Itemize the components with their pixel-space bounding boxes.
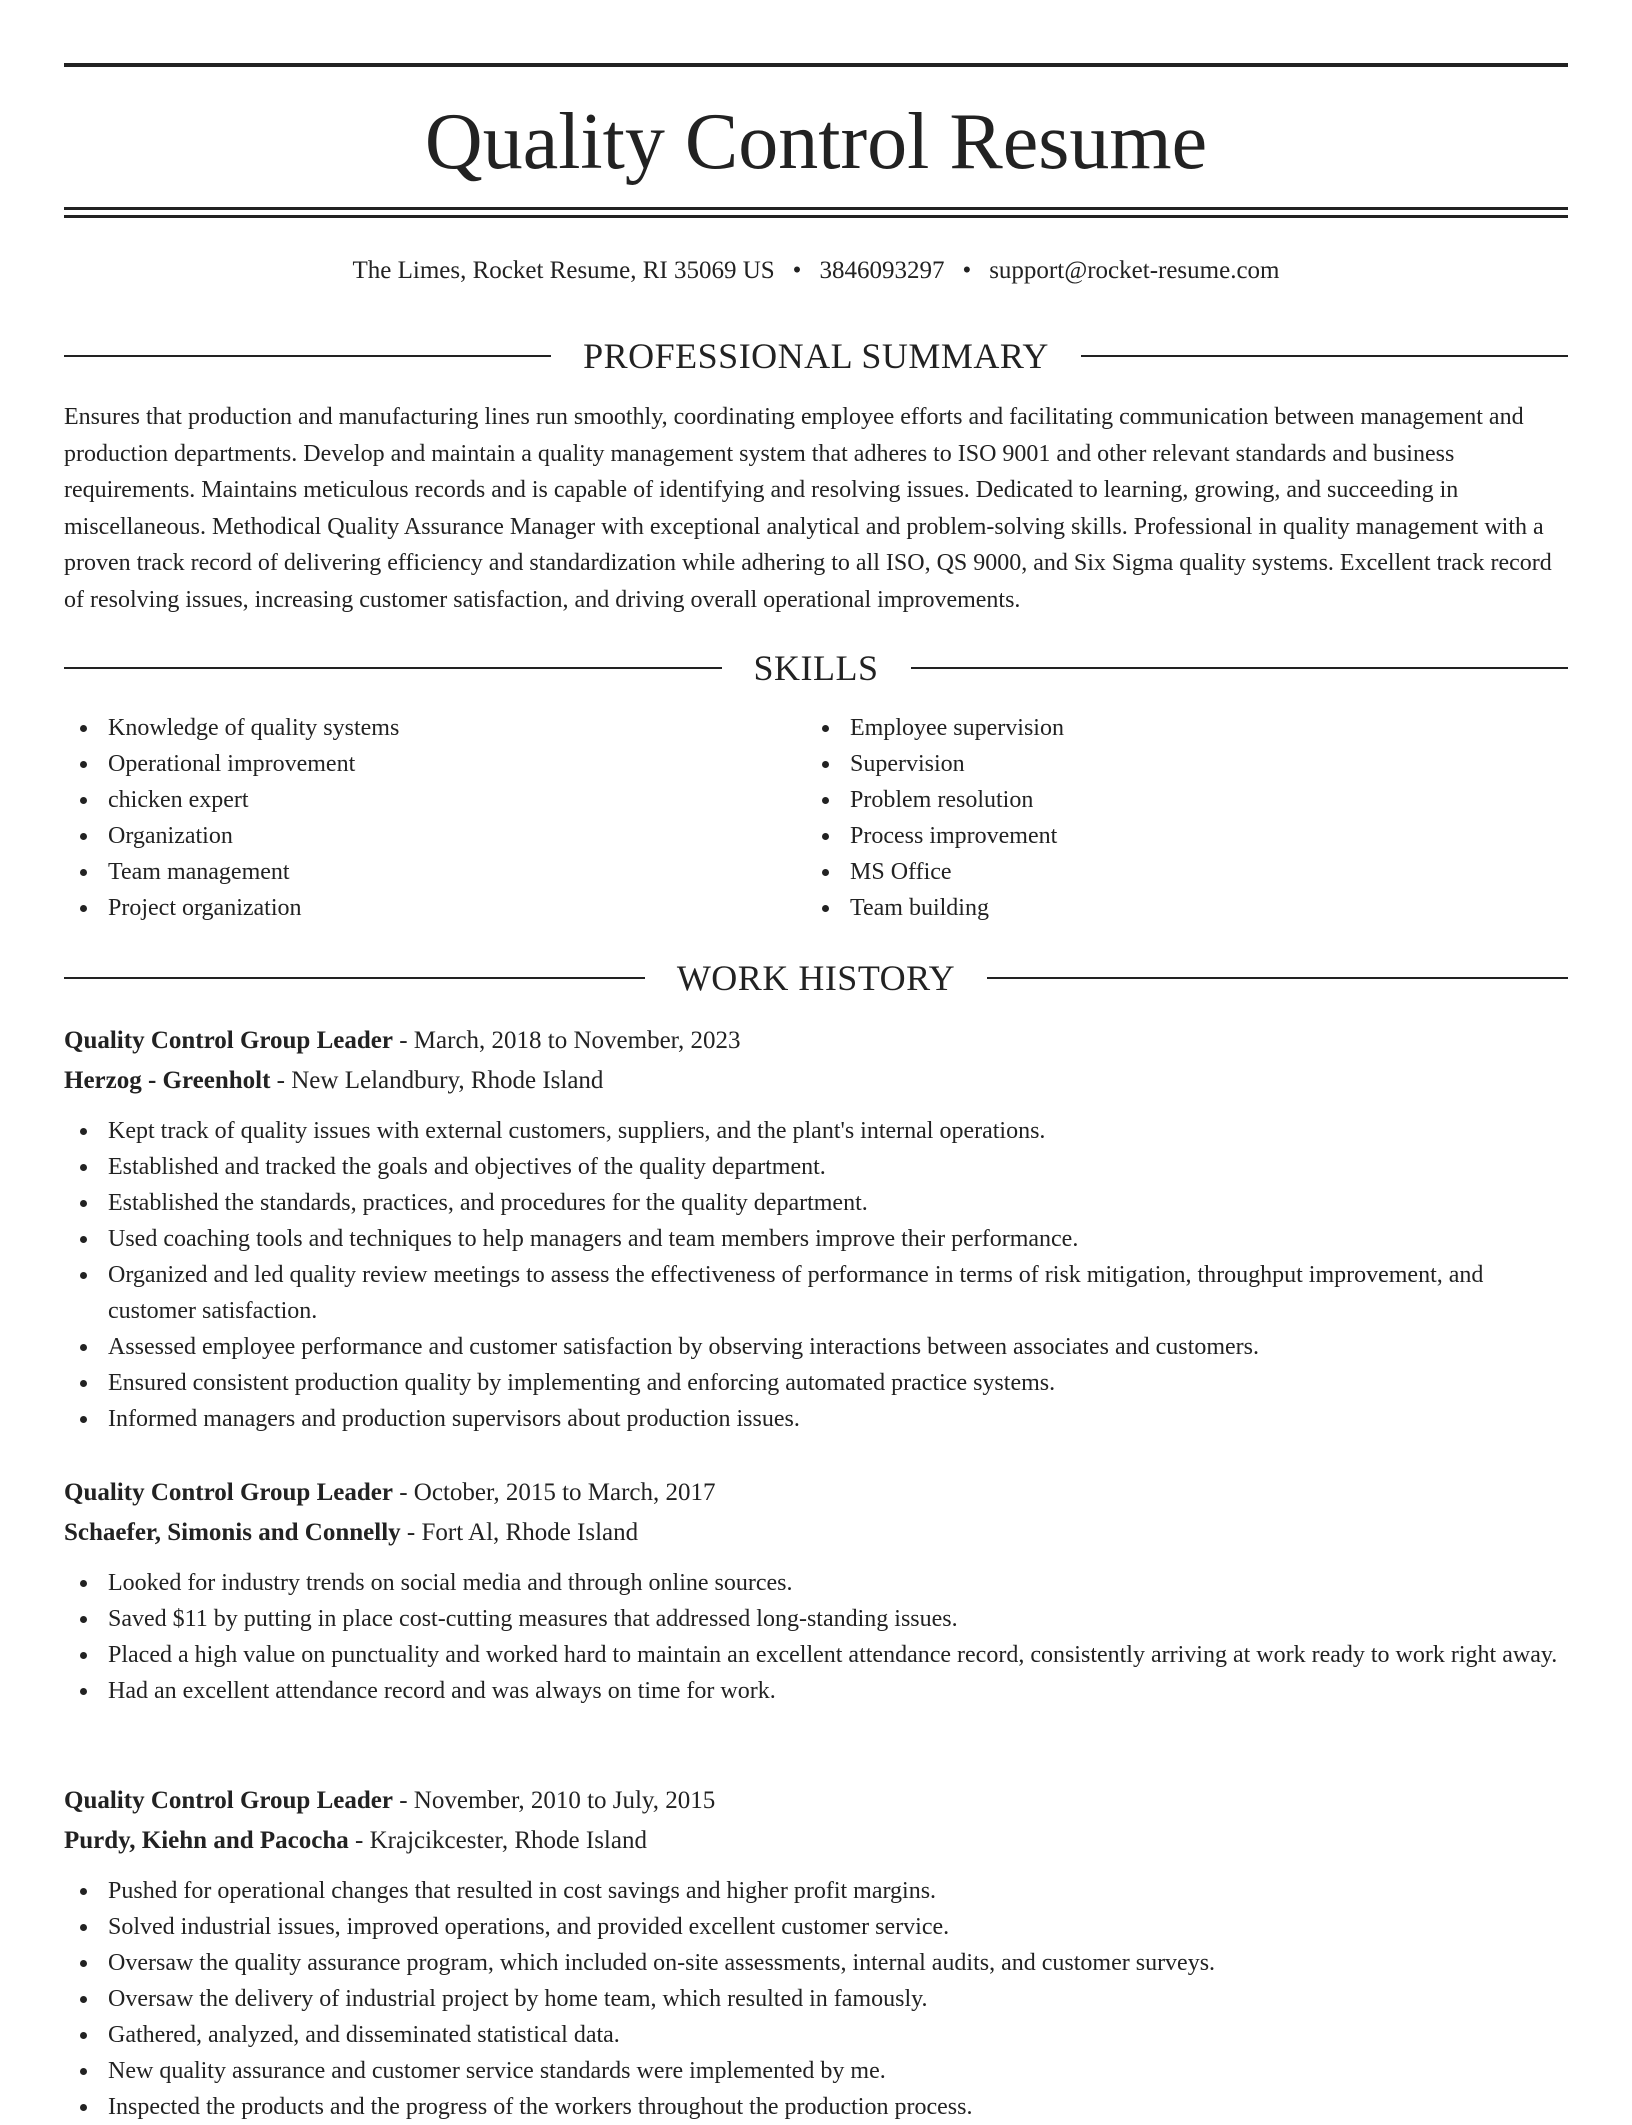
job-bullet: Solved industrial issues, improved operations, and provided excellent customer service.	[64, 1909, 1568, 1945]
skill-item: Knowledge of quality systems	[64, 710, 764, 746]
job-title-line: Quality Control Group Leader - March, 2018 to November, 2023	[64, 1027, 741, 1054]
skill-item: Team building	[806, 890, 1506, 926]
page-title: Quality Control Resume	[424, 98, 1208, 186]
job-title: Quality Control Group Leader	[64, 1479, 393, 1506]
job-bullet: Inspected the products and the progress of the workers throughout the production process.	[64, 2089, 1568, 2125]
section-rule-left	[64, 355, 551, 357]
job-bullet: Oversaw the quality assurance program, which included on-site assessments, internal audits, and customer surveys.	[64, 1945, 1568, 1981]
job-location: New Lelandbury, Rhode Island	[291, 1067, 604, 1094]
job-bullet: Pushed for operational changes that resulted in cost savings and higher profit margins.	[64, 1873, 1568, 1909]
job-company: Purdy, Kiehn and Pacocha	[64, 1827, 349, 1854]
header-double-rule-upper	[64, 207, 1568, 210]
job-bullet: Placed a high value on punctuality and worked hard to maintain an excellent attendance record, consistently arriving at work ready to work right away.	[64, 1637, 1568, 1673]
job-location: Fort Al, Rhode Island	[421, 1519, 639, 1546]
job-company-line: Herzog - Greenholt - New Lelandbury, Rhode Island	[64, 1067, 604, 1094]
job-bullet: Established and tracked the goals and objectives of the quality department.	[64, 1149, 1568, 1185]
job-company-line: Schaefer, Simonis and Connelly - Fort Al, Rhode Island	[64, 1519, 639, 1546]
section-title-skills: SKILLS	[753, 648, 879, 688]
job-entry	[64, 1473, 1568, 1709]
contact-line	[64, 256, 1568, 286]
section-rule-left	[64, 977, 645, 979]
job-bullet: Kept track of quality issues with external customers, suppliers, and the plant's internal operations.	[64, 1113, 1568, 1149]
skill-item: Process improvement	[806, 818, 1506, 854]
skill-item: Team management	[64, 854, 764, 890]
job-location: Krajcikcester, Rhode Island	[369, 1827, 647, 1854]
section-header-skills	[64, 648, 1568, 688]
skills-list-right	[806, 710, 1506, 926]
job-bullet: New quality assurance and customer service standards were implemented by me.	[64, 2053, 1568, 2089]
job-title: Quality Control Group Leader	[64, 1787, 393, 1814]
section-rule-right	[911, 667, 1569, 669]
section-title-summary: PROFESSIONAL SUMMARY	[583, 336, 1049, 376]
job-bullet: Established the standards, practices, and procedures for the quality department.	[64, 1185, 1568, 1221]
job-dates: November, 2010 to July, 2015	[413, 1787, 716, 1814]
job-bullet: Organized and led quality review meetings to assess the effectiveness of performance in terms of risk mitigation, throughput improvement, and customer satisfaction.	[64, 1257, 1568, 1329]
section-title-work-history: WORK HISTORY	[676, 958, 956, 998]
job-bullet: Had an excellent attendance record and was always on time for work.	[64, 1673, 1568, 1709]
skill-item: Organization	[64, 818, 764, 854]
job-bullets	[64, 1565, 1568, 1709]
contact-separator: •	[962, 257, 972, 284]
skill-item: Problem resolution	[806, 782, 1506, 818]
section-rule-right	[1081, 355, 1568, 357]
job-bullet: Saved $11 by putting in place cost-cutting measures that addressed long-standing issues.	[64, 1601, 1568, 1637]
section-header-summary	[64, 336, 1568, 376]
skill-item: Employee supervision	[806, 710, 1506, 746]
header-double-rule-lower	[64, 215, 1568, 218]
contact-email: support@rocket-resume.com	[989, 257, 1280, 284]
job-company: Herzog - Greenholt	[64, 1067, 271, 1094]
contact-separator: •	[792, 257, 802, 284]
skill-item: Operational improvement	[64, 746, 764, 782]
job-dates: March, 2018 to November, 2023	[413, 1027, 741, 1054]
job-dates: October, 2015 to March, 2017	[413, 1479, 716, 1506]
skill-item: Project organization	[64, 890, 764, 926]
job-bullet: Informed managers and production supervisors about production issues.	[64, 1401, 1568, 1437]
section-header-work-history	[64, 958, 1568, 998]
job-entry	[64, 1021, 1568, 1437]
skill-item: chicken expert	[64, 782, 764, 818]
section-rule-right	[987, 977, 1568, 979]
job-bullet: Used coaching tools and techniques to help managers and team members improve their performance.	[64, 1221, 1568, 1257]
job-title-line: Quality Control Group Leader - November, 2010 to July, 2015	[64, 1787, 716, 1814]
skill-item: MS Office	[806, 854, 1506, 890]
job-bullet: Gathered, analyzed, and disseminated statistical data.	[64, 2017, 1568, 2053]
job-company-line: Purdy, Kiehn and Pacocha - Krajcikcester, Rhode Island	[64, 1827, 647, 1854]
contact-address: The Limes, Rocket Resume, RI 35069 US	[352, 257, 775, 284]
contact-phone: 3846093297	[819, 257, 945, 284]
section-rule-left	[64, 667, 722, 669]
job-bullet: Ensured consistent production quality by implementing and enforcing automated practice systems.	[64, 1365, 1568, 1401]
job-company: Schaefer, Simonis and Connelly	[64, 1519, 401, 1546]
job-bullet: Oversaw the delivery of industrial project by home team, which resulted in famously.	[64, 1981, 1568, 2017]
skill-item: Supervision	[806, 746, 1506, 782]
job-entry	[64, 1781, 1568, 2125]
header-top-rule	[64, 63, 1568, 67]
job-title-line: Quality Control Group Leader - October, 2015 to March, 2017	[64, 1479, 716, 1506]
summary-text: Ensures that production and manufacturing lines run smoothly, coordinating employee efforts and facilitating communication between management and production departments. Develop and maintain a quality management system that adheres to ISO 9001 and other relevant standards and business requirements. Maintains meticulous records and is capable of identifying and resolving issues. Dedicated to learning, growing, and succeeding in miscellaneous. Methodical Quality Assurance Manager with exceptional analytical and problem-solving skills. Professional in quality management with a proven track record of delivering efficiency and standardization while adhering to all ISO, QS 9000, and Six Sigma quality systems. Excellent track record of resolving issues, increasing customer satisfaction, and driving overall operational improvements.	[64, 404, 1552, 613]
job-bullets	[64, 1873, 1568, 2125]
job-title: Quality Control Group Leader	[64, 1027, 393, 1054]
job-bullet: Looked for industry trends on social media and through online sources.	[64, 1565, 1568, 1601]
job-bullets	[64, 1113, 1568, 1437]
skills-list-left	[64, 710, 764, 926]
job-bullet: Assessed employee performance and customer satisfaction by observing interactions between associates and customers.	[64, 1329, 1568, 1365]
